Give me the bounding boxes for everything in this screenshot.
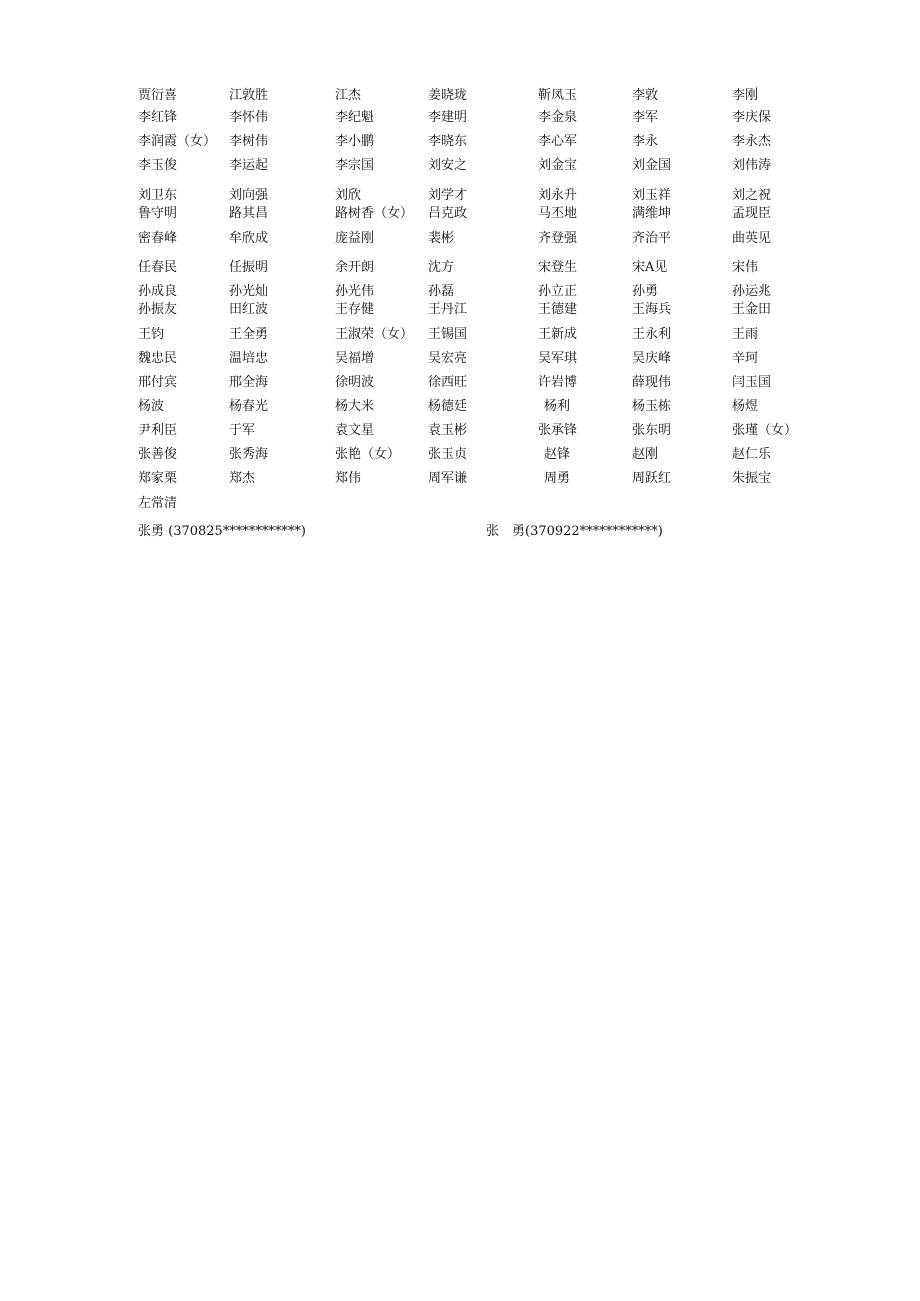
name-cell: 于军: [229, 423, 256, 438]
name-cell: 邢全海: [229, 375, 269, 390]
name-cell: 江杰: [335, 88, 362, 103]
name-cell: 杨波: [138, 399, 165, 414]
name-cell: 李永杰: [732, 134, 772, 149]
name-cell: 张艳（女）: [335, 447, 401, 462]
name-cell: 齐治平: [632, 231, 672, 246]
name-cell: 王丹江: [428, 302, 468, 317]
name-cell: 徐西旺: [428, 375, 468, 390]
name-cell: 张瑾（女）: [732, 423, 798, 438]
name-cell: 王锡国: [428, 327, 468, 342]
name-cell: 王新成: [538, 327, 578, 342]
name-cell: 李刚: [732, 88, 759, 103]
name-cell: 张善俊: [138, 447, 178, 462]
name-cell: 左常清: [138, 496, 178, 511]
name-cell: 王海兵: [632, 302, 672, 317]
name-cell: 宋登生: [538, 260, 578, 275]
name-cell: 任振明: [229, 260, 269, 275]
name-cell: 王德建: [538, 302, 578, 317]
name-row: [0, 204, 920, 224]
name-cell: 张东明: [632, 423, 672, 438]
name-cell: 赵锋: [544, 447, 571, 462]
name-cell: 袁玉彬: [428, 423, 468, 438]
name-row: [0, 397, 920, 417]
name-cell: 李小鹏: [335, 134, 375, 149]
name-cell: 张秀海: [229, 447, 269, 462]
name-cell: 马丕地: [538, 206, 578, 221]
name-cell: 张承锋: [538, 423, 578, 438]
name-cell: 江敦胜: [229, 88, 269, 103]
name-cell: 郑杰: [229, 471, 256, 486]
name-row: [0, 445, 920, 465]
name-cell: 闫玉国: [732, 375, 772, 390]
name-cell: 王雨: [732, 327, 759, 342]
name-cell: 尹利臣: [138, 423, 178, 438]
name-cell: 靳凤玉: [538, 88, 578, 103]
name-cell: 杨大米: [335, 399, 375, 414]
name-cell: 田红波: [229, 302, 269, 317]
name-cell: 李树伟: [229, 134, 269, 149]
name-cell: 吴庆峰: [632, 351, 672, 366]
name-cell: 杨煜: [732, 399, 759, 414]
name-cell: 赵刚: [632, 447, 659, 462]
id-note-right: 张 勇(370922************): [486, 524, 663, 539]
name-cell: 温培忠: [229, 351, 269, 366]
name-cell: 余开朗: [335, 260, 375, 275]
name-cell: 王全勇: [229, 327, 269, 342]
name-cell: 姜晓珑: [428, 88, 468, 103]
name-cell: 赵仁乐: [732, 447, 772, 462]
name-cell: 曲英见: [732, 231, 772, 246]
name-cell: 刘伟涛: [732, 158, 772, 173]
name-cell: 李玉俊: [138, 158, 178, 173]
name-cell: 李敦: [632, 88, 659, 103]
name-cell: 刘安之: [428, 158, 468, 173]
name-cell: 鲁守明: [138, 206, 178, 221]
name-cell: 李永: [632, 134, 659, 149]
name-cell: 孙光伟: [335, 284, 375, 299]
name-cell: 刘玉祥: [632, 188, 672, 203]
name-row: [0, 108, 920, 128]
name-cell: 郑家栗: [138, 471, 178, 486]
name-row: [0, 494, 920, 514]
name-cell: 薛现伟: [632, 375, 672, 390]
name-cell: 密春峰: [138, 231, 178, 246]
name-cell: 刘永升: [538, 188, 578, 203]
name-cell: 李运起: [229, 158, 269, 173]
name-row: [0, 300, 920, 320]
name-cell: 吴宏亮: [428, 351, 468, 366]
name-cell: 李润霞（女）: [138, 134, 217, 149]
name-cell: 宋A见: [632, 260, 668, 275]
name-cell: 宋伟: [732, 260, 759, 275]
name-row: [0, 325, 920, 345]
name-cell: 孙成良: [138, 284, 178, 299]
name-cell: 刘学才: [428, 188, 468, 203]
name-row: [0, 229, 920, 249]
name-row: [0, 132, 920, 152]
name-cell: 杨德廷: [428, 399, 468, 414]
name-cell: 王钧: [138, 327, 165, 342]
name-cell: 袁文星: [335, 423, 375, 438]
name-cell: 孙光灿: [229, 284, 269, 299]
name-cell: 王永利: [632, 327, 672, 342]
name-row: [0, 349, 920, 369]
name-cell: 齐登强: [538, 231, 578, 246]
name-cell: 李建明: [428, 110, 468, 125]
name-cell: 沈方: [428, 260, 455, 275]
name-cell: 周勇: [544, 471, 571, 486]
name-cell: 辛珂: [732, 351, 759, 366]
name-cell: 李军: [632, 110, 659, 125]
name-cell: 路其昌: [229, 206, 269, 221]
name-cell: 李晓东: [428, 134, 468, 149]
name-cell: 满维坤: [632, 206, 672, 221]
name-row: [0, 156, 920, 176]
name-cell: 周军谦: [428, 471, 468, 486]
name-cell: 刘欣: [335, 188, 362, 203]
name-cell: 邢付宾: [138, 375, 178, 390]
name-cell: 路树香（女）: [335, 206, 414, 221]
name-cell: 吴福增: [335, 351, 375, 366]
name-cell: 任春民: [138, 260, 178, 275]
name-cell: 李纪魁: [335, 110, 375, 125]
name-cell: 杨春光: [229, 399, 269, 414]
name-cell: 周跃红: [632, 471, 672, 486]
name-row: [0, 86, 920, 106]
name-cell: 孙勇: [632, 284, 659, 299]
name-cell: 王金田: [732, 302, 772, 317]
name-cell: 裴彬: [428, 231, 455, 246]
name-row: [0, 186, 920, 206]
name-cell: 杨利: [544, 399, 571, 414]
name-row: [0, 373, 920, 393]
id-note-left: 张勇 (370825************): [138, 524, 306, 539]
name-cell: 孙运兆: [732, 284, 772, 299]
name-cell: 王淑荣（女）: [335, 327, 414, 342]
name-cell: 郑伟: [335, 471, 362, 486]
name-cell: 张玉贞: [428, 447, 468, 462]
name-cell: 孙磊: [428, 284, 455, 299]
name-cell: 庞益刚: [335, 231, 375, 246]
name-row: [0, 258, 920, 278]
name-cell: 吕克政: [428, 206, 468, 221]
name-cell: 刘向强: [229, 188, 269, 203]
name-cell: 刘卫东: [138, 188, 178, 203]
name-cell: 李金泉: [538, 110, 578, 125]
name-row: [0, 421, 920, 441]
name-cell: 孙立正: [538, 284, 578, 299]
name-cell: 李宗国: [335, 158, 375, 173]
name-cell: 朱振宝: [732, 471, 772, 486]
name-cell: 魏忠民: [138, 351, 178, 366]
name-cell: 李怀伟: [229, 110, 269, 125]
name-cell: 杨玉栋: [632, 399, 672, 414]
name-row: [0, 282, 920, 302]
name-cell: 吴军琪: [538, 351, 578, 366]
name-cell: 孟现臣: [732, 206, 772, 221]
name-cell: 刘之祝: [732, 188, 772, 203]
name-cell: 李心军: [538, 134, 578, 149]
name-cell: 孙振友: [138, 302, 178, 317]
name-cell: 徐明波: [335, 375, 375, 390]
name-cell: 王存健: [335, 302, 375, 317]
name-cell: 贾衍喜: [138, 88, 178, 103]
name-cell: 李庆保: [732, 110, 772, 125]
name-cell: 牟欣成: [229, 231, 269, 246]
name-cell: 许岩博: [538, 375, 578, 390]
name-cell: 刘金国: [632, 158, 672, 173]
name-row: [0, 469, 920, 489]
name-cell: 刘金宝: [538, 158, 578, 173]
name-cell: 李红锋: [138, 110, 178, 125]
